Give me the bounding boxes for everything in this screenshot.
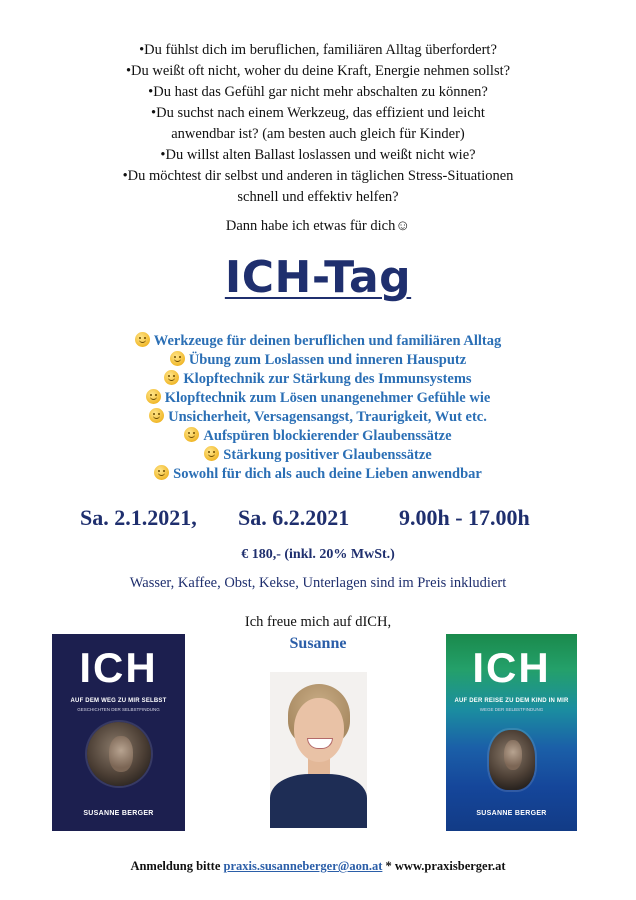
smiley-icon (154, 465, 169, 480)
book-author: SUSANNE BERGER (83, 810, 154, 817)
intro-line: anwendbar ist? (am besten auch gleich für Kinder) (171, 126, 465, 142)
portrait-face (294, 698, 344, 762)
event-date-1: Sa. 2.1.2021, (80, 505, 197, 530)
book-subtitle-2: WEGE DER SELBSTFINDUNG (479, 707, 544, 712)
greeting: Ich freue mich auf dICH, (244, 614, 392, 630)
intro-line: •Du willst alten Ballast loslassen und weißt nicht wie? (160, 147, 476, 163)
feature-item (0, 332, 636, 351)
footer-website[interactable]: * www.praxisberger.at (385, 859, 506, 873)
feature-item (0, 389, 636, 408)
sculpture-face (109, 736, 133, 772)
feature-label: Sowohl für dich als auch deine Lieben anwendbar (173, 466, 482, 482)
feature-item (0, 351, 636, 370)
registration-footer (0, 859, 636, 874)
book-cover-right (446, 634, 577, 831)
feature-label: Übung zum Loslassen und inneren Hausputz (188, 352, 467, 368)
intro-line: •Du möchtest dir selbst und anderen in täglichen Stress-Situationen (122, 168, 514, 184)
email-link[interactable]: praxis.susanneberger@aon.at (223, 859, 383, 873)
author-portrait (270, 672, 367, 828)
title-block (0, 252, 636, 303)
signature: Susanne (289, 635, 347, 652)
smiley-icon (135, 332, 150, 347)
intro-line: •Du fühlst dich im beruflichen, familiären Alltag überfordert? (139, 42, 497, 58)
feature-label: Stärkung positiver Glaubenssätze (223, 447, 432, 463)
feature-item (0, 465, 636, 484)
smiley-icon (164, 370, 179, 385)
intro-line: schnell und effektiv helfen? (237, 189, 399, 205)
intro-line: •Du weißt oft nicht, woher du deine Kraft, Energie nehmen sollst? (125, 63, 511, 79)
event-time: 9.00h - 17.00h (399, 505, 530, 530)
intro-questions (0, 40, 636, 208)
teaser-text: Dann habe ich etwas für dich☺ (225, 218, 411, 234)
feature-label: Klopftechnik zum Lösen unangenehmer Gefühle wie (164, 390, 491, 406)
smiley-icon (149, 408, 164, 423)
intro-line: •Du hast das Gefühl gar nicht mehr abschalten zu können? (148, 84, 488, 100)
page-title: ICH-Tag (224, 252, 412, 303)
feature-label: Klopftechnik zur Stärkung des Immunsystems (183, 371, 472, 387)
feature-list (0, 332, 636, 484)
book-subtitle: AUF DEM WEG ZU MIR SELBST (70, 698, 167, 704)
smiley-icon (184, 427, 199, 442)
footer-prefix: Anmeldung bitte (130, 859, 221, 873)
event-date-2: Sa. 6.2.2021 (238, 505, 350, 530)
feature-label: Aufspüren blockierender Glaubenssätze (203, 428, 452, 444)
book-subtitle-2: GESCHICHTEN DER SELBSTFINDUNG (77, 707, 160, 712)
event-price: € 180,- (inkl. 20% MwSt.) (241, 547, 395, 562)
book-cover-left (52, 634, 185, 831)
book-subtitle: AUF DER REISE ZU DEM KIND IN MIR (454, 698, 569, 704)
feature-item (0, 446, 636, 465)
smiley-icon (170, 351, 185, 366)
smiley-icon (204, 446, 219, 461)
feature-item (0, 427, 636, 446)
book-title: ICH (79, 644, 158, 691)
feature-label: Unsicherheit, Versagensangst, Traurigkeit, Wut etc. (168, 409, 487, 425)
feature-item (0, 408, 636, 427)
smiley-icon (146, 389, 161, 404)
portrait-shoulders (270, 774, 367, 828)
intro-line: •Du suchst nach einem Werkzeug, das effizient und leicht (151, 105, 485, 121)
book-author: SUSANNE BERGER (476, 810, 547, 817)
feature-label: Werkzeuge für deinen beruflichen und familiären Alltag (153, 333, 502, 349)
feature-item (0, 370, 636, 389)
sculpture-face (504, 740, 522, 770)
included-items: Wasser, Kaffee, Obst, Kekse, Unterlagen sind im Preis inkludiert (129, 575, 507, 591)
book-title: ICH (472, 644, 551, 691)
